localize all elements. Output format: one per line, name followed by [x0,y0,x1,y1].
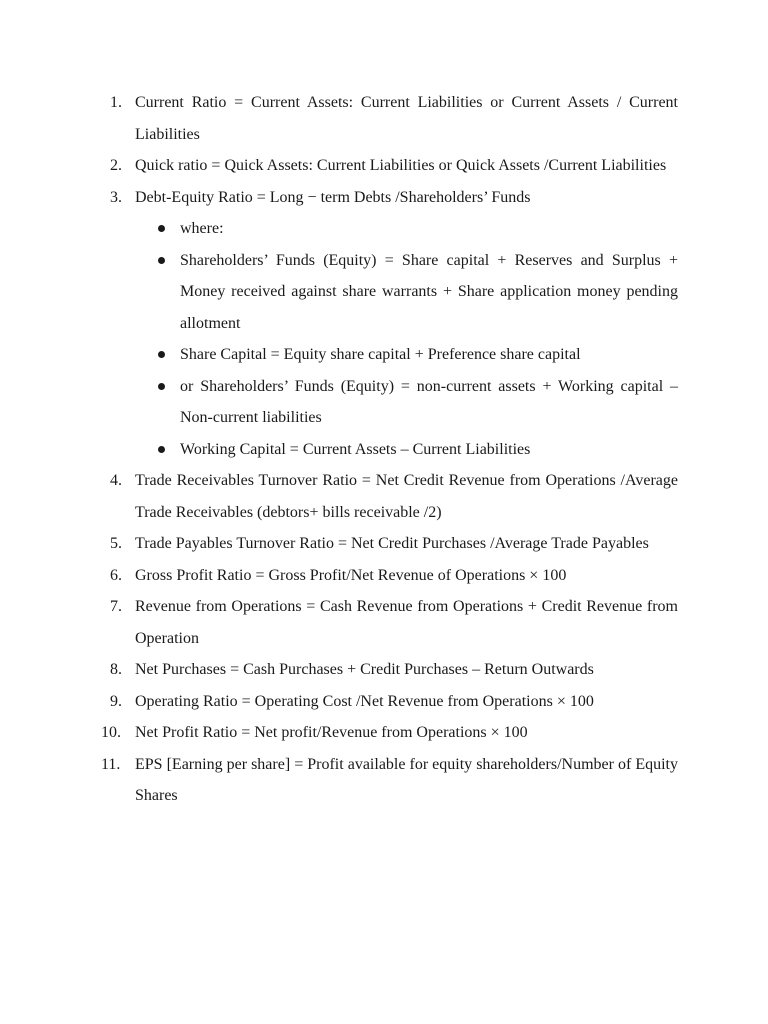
sub-bullet-list [92,213,678,465]
item-text: Debt-Equity Ratio = Long − term Debts /Shareholders’ Funds [135,188,531,206]
bullet-item [92,213,678,245]
item-text: Trade Payables Turnover Ratio = Net Credit Purchases /Average Trade Payables [135,535,649,552]
list-item-10 [92,717,678,749]
item-number: 6. [110,566,122,584]
bullet-icon [158,383,165,390]
bullet-item [92,245,678,340]
item-number: 2. [110,157,122,174]
bullet-text: where: [180,220,224,237]
item-text: Gross Profit Ratio = Gross Profit/Net Revenue of Operations × 100 [135,566,567,584]
item-number: 11. [101,755,121,773]
bullet-icon [158,225,165,232]
bullet-text: Working Capital = Current Assets – Current Liabilities [180,440,531,458]
item-number: 7. [110,598,122,615]
item-text: Current Ratio = Current Assets: Current Liabilities or Current Assets / Current Liabilities [135,94,678,143]
bullet-icon [158,351,165,358]
list-item-3 [92,182,678,214]
bullet-icon [158,446,165,453]
item-text: Operating Ratio = Operating Cost /Net Revenue from Operations × 100 [135,692,594,710]
item-number: 5. [110,535,122,552]
list-item-11 [92,749,678,812]
item-text: Net Profit Ratio = Net profit/Revenue from Operations × 100 [135,724,528,741]
list-item-4 [92,465,678,528]
list-item-9 [92,686,678,718]
item-text: Net Purchases = Cash Purchases + Credit Purchases – Return Outwards [135,661,594,678]
item-number: 3. [110,188,122,206]
item-text: Trade Receivables Turnover Ratio = Net Credit Revenue from Operations /Average Trade Receivables (debtors+ bills receivable /2) [135,472,678,521]
bullet-text: Share Capital = Equity share capital + Preference share capital [180,346,581,363]
bullet-item [92,339,678,371]
list-item-5 [92,528,678,560]
bullet-item [92,434,678,466]
list-item-1 [92,87,678,150]
item-text: EPS [Earning per share] = Profit available for equity shareholders/Number of Equity Shares [135,755,678,804]
item-number: 10. [101,724,121,741]
list-item-7 [92,591,678,654]
bullet-text: or Shareholders’ Funds (Equity) = non-current assets + Working capital – Non-current liabilities [180,377,678,426]
item-number: 4. [110,472,122,489]
item-text: Quick ratio = Quick Assets: Current Liabilities or Quick Assets /Current Liabilities [135,157,667,174]
bullet-item [92,371,678,434]
item-number: 8. [110,661,122,678]
list-item-2 [92,150,678,182]
list-item-8 [92,654,678,686]
bullet-icon [158,257,165,264]
item-number: 1. [110,94,122,111]
list-item-6 [92,560,678,592]
bullet-text: Shareholders’ Funds (Equity) = Share capital + Reserves and Surplus + Money received against share warrants + Share application money pending allotment [180,251,678,332]
item-text: Revenue from Operations = Cash Revenue from Operations + Credit Revenue from Operation [135,598,678,647]
item-number: 9. [110,692,122,710]
formula-list [92,87,678,812]
